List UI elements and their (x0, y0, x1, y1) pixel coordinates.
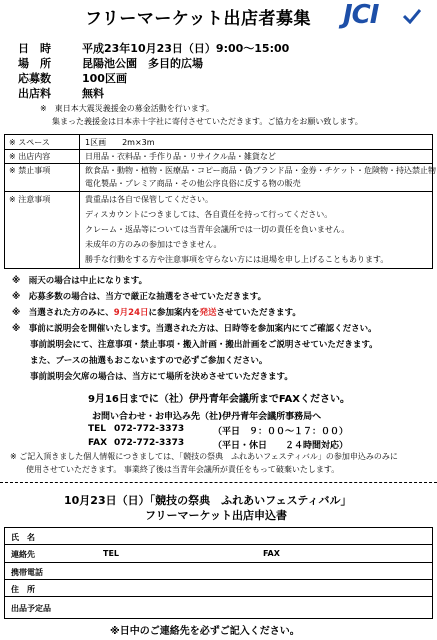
prohibited-value: 飲食品・動物・植物・医療品・コピー商品・偽ブランド品・金券・チケット・危険物・持込禁止物 (85, 166, 436, 175)
footer-note: ※日中のご連絡先を必ずご記入ください。 (110, 626, 300, 637)
name-label: 氏 名 (11, 533, 35, 542)
prohibited-label: ※ 禁止事項 (9, 166, 51, 175)
briefing-rule-2: 事前説明会にて、注意事項・禁止事項・搬入計画・搬出計画をご説明させていただきます。 (30, 340, 378, 350)
privacy-note: ※ ご記入頂きました個人情報につきましては、「競技の祭典 ふれあいフェスティバル」の参加申込みのみに (10, 452, 398, 461)
caution-line: ディスカウントにつきましては、各自責任を持って行ってください。 (85, 210, 333, 219)
application-form (4, 527, 433, 619)
form-tel-label: TEL (103, 549, 120, 558)
items-label: ※ 出店内容 (9, 152, 51, 161)
contact-label: 連絡先 (11, 550, 35, 559)
product-label: 出品予定品 (11, 604, 51, 613)
address-label: 住 所 (11, 585, 35, 594)
contact-fax-hours: （平日・休日 ２４時間対応） (213, 441, 349, 451)
contact-heading: お問い合わせ・お申込み先（社)伊丹青年会議所事務局へ (92, 412, 322, 422)
info-label-place: 場 所 (18, 57, 51, 70)
send-date: 9月24日 (113, 308, 149, 318)
donation-note-detail: 集まった義援金は日本赤十字社に寄付させていただきます。ご協力をお願い致します。 (52, 117, 363, 126)
winners-rule: ※ 当選された方のみに、9月24日に参加案内を発送させていただきます。 (12, 308, 301, 318)
cautions-label: ※ 注意事項 (9, 195, 51, 204)
info-label-fee: 出店料 (18, 87, 51, 100)
items-value: 日用品・衣料品・手作り品・リサイクル品・雑貨など (85, 152, 276, 161)
info-label-datetime: 日 時 (18, 42, 51, 55)
briefing-rule: ※ 事前に説明会を開催いたします。当選された方は、日時等を参加案内にてご確認ください。 (12, 324, 377, 334)
info-value-datetime: 平成23年10月23日（日）9:00～15:00 (82, 42, 290, 55)
contact-fax[interactable]: 072-772-3373 (114, 438, 185, 448)
info-value-count: 100区画 (82, 72, 127, 85)
lottery-rule: ※ 応募多数の場合は、当方で厳正な抽選をさせていただきます。 (12, 292, 267, 302)
form-fax-label: FAX (263, 549, 280, 558)
info-value-fee: 無料 (82, 87, 104, 100)
jci-logo-icon (403, 8, 421, 24)
contact-fax-label: FAX (88, 438, 108, 448)
space-label: ※ スペース (9, 138, 50, 147)
mobile-label: 携帯電話 (11, 568, 43, 577)
contact-tel-hours: （平日 ９：００～１７：００） (213, 427, 349, 437)
caution-line: クレーム・返品等については当青年会議所では一切の責任を負いません。 (85, 225, 350, 234)
send-word: 発送 (199, 308, 217, 318)
info-value-place: 昆陽池公園 多目的広場 (82, 57, 203, 70)
jci-logo: JCI (343, 0, 379, 30)
space-value: 1区画 2m×3m (85, 138, 155, 147)
donation-note: ※ 東日本大震災義援金の募金活動を行います。 (40, 104, 215, 113)
fax-deadline: 9月16日までに（社）伊丹青年会議所までFAXください。 (88, 394, 351, 405)
briefing-rule-3: また、ブースの抽選もおこないますので必ずご参加ください。 (30, 356, 268, 366)
contact-tel[interactable]: 072-772-3373 (114, 424, 185, 434)
privacy-note-2: 使用させていただきます。 事業終了後は当青年会議所が責任をもって破棄いたします。 (26, 465, 340, 474)
caution-line: 未成年の方のみの参加はできません。 (85, 240, 222, 249)
form-title: 10月23日（日）「競技の祭典 ふれあいフェスティバル」 (64, 494, 352, 507)
page-title: フリーマーケット出店者募集 (85, 9, 311, 29)
contact-tel-label: TEL (88, 424, 107, 434)
details-box (4, 134, 436, 269)
caution-line: 貴重品は各自で保管してください。 (85, 195, 213, 204)
form-subtitle: フリーマーケット出店申込書 (145, 509, 288, 522)
cut-line (0, 482, 437, 483)
caution-line: 勝手な行動をする方や注意事項を守らない方には退場を申し上げることもあります。 (85, 255, 389, 264)
prohibited-value-2: 電化製品・プレミア商品・その他公序良俗に反する物の販売 (85, 179, 301, 188)
briefing-rule-4: 事前説明会欠席の場合は、当方にて場所を決めさせていただきます。 (30, 372, 293, 382)
info-label-count: 応募数 (18, 72, 51, 85)
rain-rule: ※ 雨天の場合は中止になります。 (12, 276, 148, 286)
